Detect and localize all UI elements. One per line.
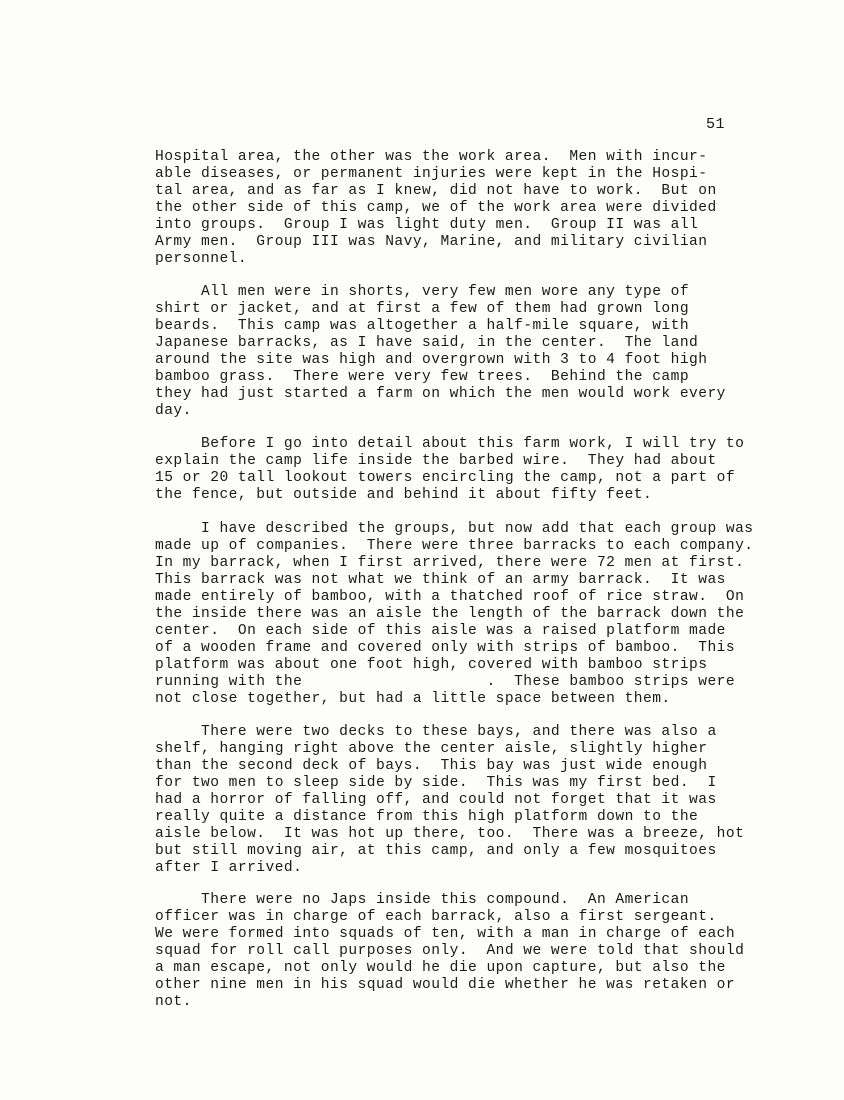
text-line: There were two decks to these bays, and there was also a: [155, 724, 717, 740]
text-line: running with the . These bamboo strips were: [155, 674, 736, 690]
text-line: the fence, but outside and behind it about fifty feet.: [155, 487, 653, 503]
text-line: Army men. Group III was Navy, Marine, and military civilian: [155, 234, 708, 250]
text-line: bamboo grass. There were very few trees. Behind the camp: [155, 369, 690, 385]
text-line: the other side of this camp, we of the work area were divided: [155, 200, 717, 216]
text-line: for two men to sleep side by side. This was my first bed. I: [155, 775, 717, 791]
text-line: tal area, and as far as I knew, did not have to work. But on: [155, 183, 717, 199]
text-line: day.: [155, 403, 192, 419]
text-line: but still moving air, at this camp, and only a few mosquitoes: [155, 843, 717, 859]
text-line: center. On each side of this aisle was a raised platform made: [155, 623, 726, 639]
text-line: the inside there was an aisle the length of the barrack down the: [155, 606, 745, 622]
text-line: This barrack was not what we think of an army barrack. It was: [155, 572, 726, 588]
text-line: shelf, hanging right above the center aisle, slightly higher: [155, 741, 708, 757]
text-line: made entirely of bamboo, with a thatched roof of rice straw. On: [155, 589, 745, 605]
text-line: squad for roll call purposes only. And we were told that should: [155, 943, 745, 959]
text-line: All men were in shorts, very few men wore any type of: [155, 284, 690, 300]
page-number: 51: [706, 116, 726, 133]
text-line: not.: [155, 994, 192, 1010]
text-line: other nine men in his squad would die whether he was retaken or: [155, 977, 736, 993]
text-line: Before I go into detail about this farm work, I will try to: [155, 436, 745, 452]
text-line: personnel.: [155, 251, 248, 267]
text-line: they had just started a farm on which the men would work every: [155, 386, 726, 402]
text-line: Hospital area, the other was the work area. Men with incur-: [155, 149, 708, 165]
text-line: than the second deck of bays. This bay was just wide enough: [155, 758, 708, 774]
text-line: a man escape, not only would he die upon capture, but also the: [155, 960, 726, 976]
text-line: There were no Japs inside this compound. An American: [155, 892, 690, 908]
text-line: In my barrack, when I first arrived, there were 72 men at first.: [155, 555, 745, 571]
text-line: able diseases, or permanent injuries were kept in the Hospi-: [155, 166, 708, 182]
text-line: 15 or 20 tall lookout towers encircling the camp, not a part of: [155, 470, 736, 486]
text-line: Japanese barracks, as I have said, in the center. The land: [155, 335, 699, 351]
text-line: made up of companies. There were three barracks to each company.: [155, 538, 754, 554]
text-line: had a horror of falling off, and could not forget that it was: [155, 792, 717, 808]
text-line: officer was in charge of each barrack, also a first sergeant.: [155, 909, 717, 925]
text-line: We were formed into squads of ten, with a man in charge of each: [155, 926, 736, 942]
text-line: into groups. Group I was light duty men. Group II was all: [155, 217, 699, 233]
text-line: shirt or jacket, and at first a few of them had grown long: [155, 301, 690, 317]
text-line: I have described the groups, but now add that each group was: [155, 521, 754, 537]
text-line: really quite a distance from this high platform down to the: [155, 809, 699, 825]
text-line: beards. This camp was altogether a half-mile square, with: [155, 318, 690, 334]
text-line: aisle below. It was hot up there, too. There was a breeze, hot: [155, 826, 745, 842]
text-line: explain the camp life inside the barbed wire. They had about: [155, 453, 717, 469]
text-line: after I arrived.: [155, 860, 303, 876]
text-line: platform was about one foot high, covered with bamboo strips: [155, 657, 708, 673]
text-line: of a wooden frame and covered only with strips of bamboo. This: [155, 640, 736, 656]
text-line: around the site was high and overgrown with 3 to 4 foot high: [155, 352, 708, 368]
text-line: not close together, but had a little space between them.: [155, 691, 671, 707]
